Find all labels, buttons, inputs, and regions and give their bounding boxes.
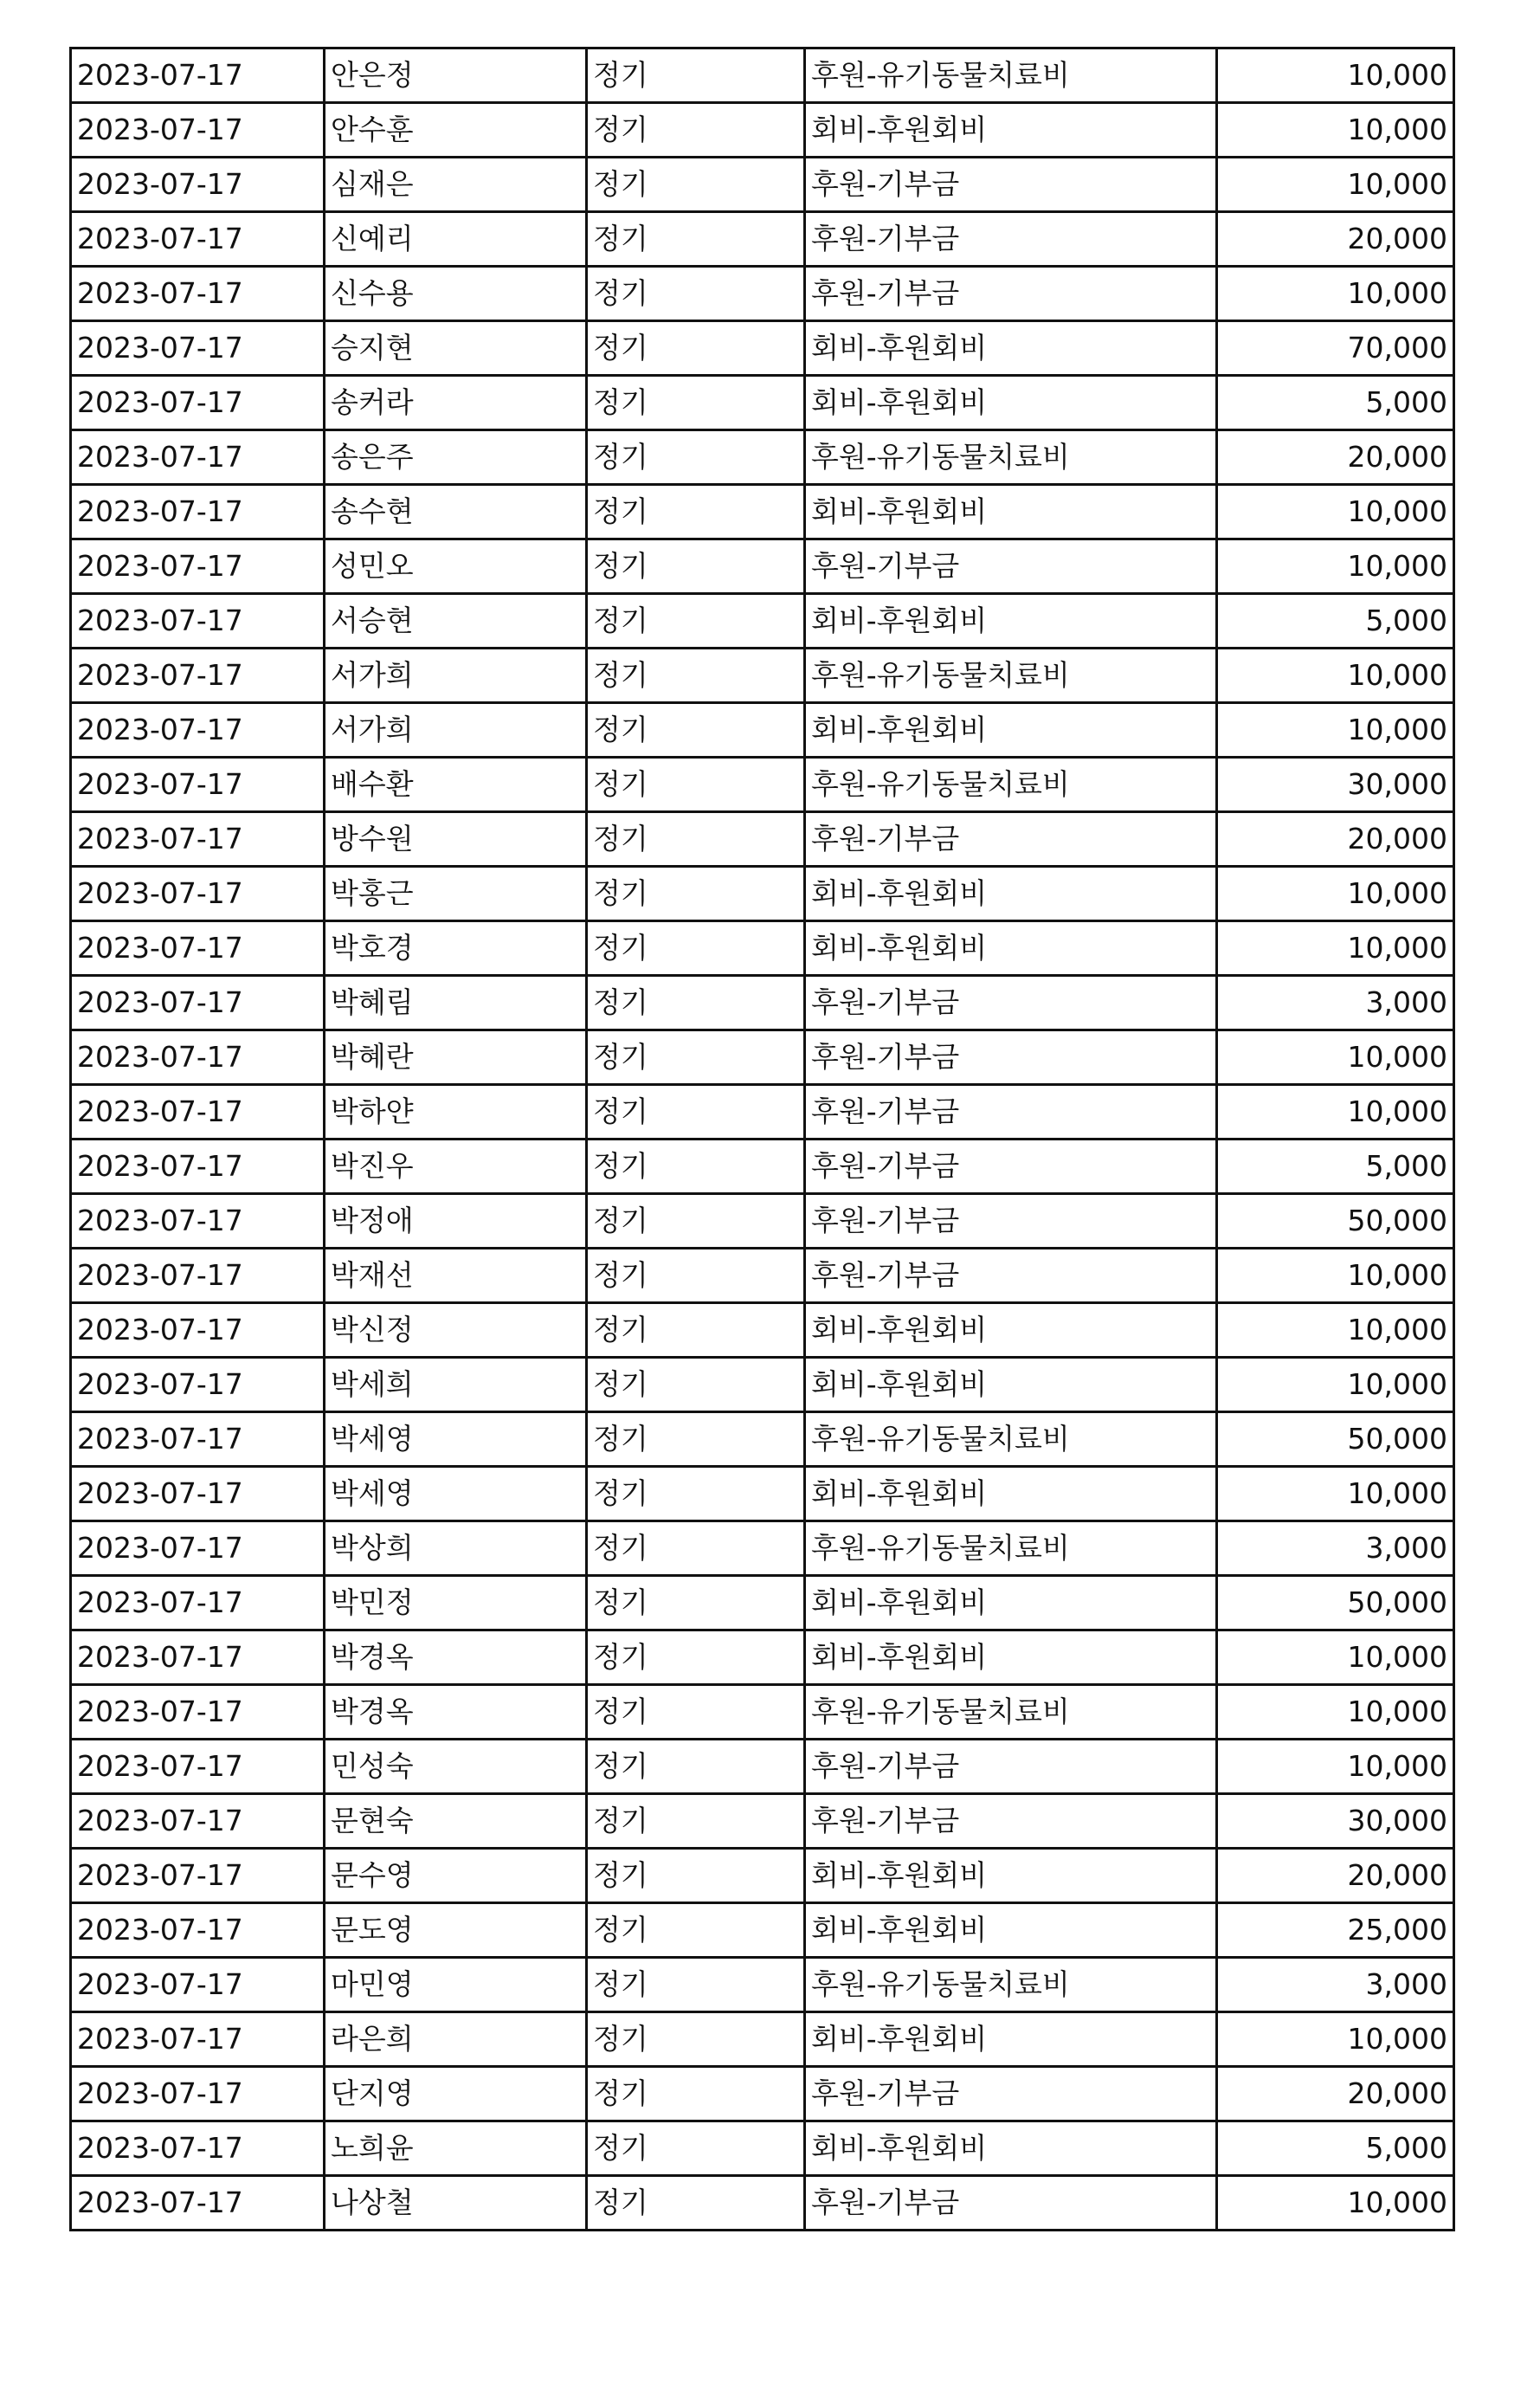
date-cell: 2023-07-17	[71, 1140, 325, 1194]
amount-cell: 3,000	[1217, 976, 1454, 1030]
category-cell: 후원-유기동물치료비	[805, 649, 1217, 703]
category-cell: 후원-유기동물치료비	[805, 1521, 1217, 1576]
type-cell: 정기	[587, 158, 805, 212]
amount-cell: 10,000	[1217, 1630, 1454, 1685]
type-cell: 정기	[587, 812, 805, 867]
type-cell: 정기	[587, 594, 805, 649]
type-cell: 정기	[587, 1194, 805, 1249]
table-row	[71, 212, 1454, 267]
category-cell: 회비-후원회비	[805, 1303, 1217, 1358]
name-cell: 박정애	[325, 1194, 587, 1249]
category-cell: 후원-기부금	[805, 1740, 1217, 1794]
name-cell: 서가희	[325, 703, 587, 758]
name-cell: 박혜림	[325, 976, 587, 1030]
category-cell: 회비-후원회비	[805, 1576, 1217, 1630]
table-row	[71, 1849, 1454, 1903]
category-cell: 후원-기부금	[805, 1194, 1217, 1249]
category-cell: 후원-기부금	[805, 2176, 1217, 2231]
category-cell: 회비-후원회비	[805, 103, 1217, 158]
category-cell: 후원-기부금	[805, 2067, 1217, 2121]
category-cell: 회비-후원회비	[805, 1358, 1217, 1412]
type-cell: 정기	[587, 539, 805, 594]
table-row	[71, 1085, 1454, 1140]
date-cell: 2023-07-17	[71, 2067, 325, 2121]
type-cell: 정기	[587, 1576, 805, 1630]
table-row	[71, 1576, 1454, 1630]
amount-cell: 10,000	[1217, 2176, 1454, 2231]
amount-cell: 10,000	[1217, 1467, 1454, 1521]
amount-cell: 10,000	[1217, 539, 1454, 594]
date-cell: 2023-07-17	[71, 212, 325, 267]
type-cell: 정기	[587, 1030, 805, 1085]
type-cell: 정기	[587, 703, 805, 758]
name-cell: 신예리	[325, 212, 587, 267]
type-cell: 정기	[587, 1740, 805, 1794]
category-cell: 회비-후원회비	[805, 321, 1217, 376]
table-row	[71, 1740, 1454, 1794]
name-cell: 박상희	[325, 1521, 587, 1576]
table-row	[71, 430, 1454, 485]
table-row	[71, 1030, 1454, 1085]
table-row	[71, 1358, 1454, 1412]
date-cell: 2023-07-17	[71, 376, 325, 430]
type-cell: 정기	[587, 2012, 805, 2067]
amount-cell: 10,000	[1217, 48, 1454, 103]
category-cell: 후원-유기동물치료비	[805, 48, 1217, 103]
date-cell: 2023-07-17	[71, 1467, 325, 1521]
type-cell: 정기	[587, 376, 805, 430]
date-cell: 2023-07-17	[71, 48, 325, 103]
name-cell: 성민오	[325, 539, 587, 594]
name-cell: 박경옥	[325, 1630, 587, 1685]
name-cell: 심재은	[325, 158, 587, 212]
name-cell: 서승현	[325, 594, 587, 649]
category-cell: 후원-기부금	[805, 539, 1217, 594]
type-cell: 정기	[587, 1794, 805, 1849]
table-row	[71, 48, 1454, 103]
amount-cell: 5,000	[1217, 594, 1454, 649]
table-row	[71, 2121, 1454, 2176]
table-row	[71, 1958, 1454, 2012]
category-cell: 회비-후원회비	[805, 2121, 1217, 2176]
category-cell: 후원-유기동물치료비	[805, 758, 1217, 812]
amount-cell: 10,000	[1217, 1685, 1454, 1740]
name-cell: 방수원	[325, 812, 587, 867]
type-cell: 정기	[587, 2121, 805, 2176]
date-cell: 2023-07-17	[71, 1685, 325, 1740]
category-cell: 회비-후원회비	[805, 1467, 1217, 1521]
amount-cell: 30,000	[1217, 1794, 1454, 1849]
table-row	[71, 2176, 1454, 2231]
table-row	[71, 1303, 1454, 1358]
category-cell: 후원-유기동물치료비	[805, 1958, 1217, 2012]
amount-cell: 10,000	[1217, 1030, 1454, 1085]
type-cell: 정기	[587, 1249, 805, 1303]
amount-cell: 10,000	[1217, 649, 1454, 703]
amount-cell: 5,000	[1217, 376, 1454, 430]
date-cell: 2023-07-17	[71, 703, 325, 758]
amount-cell: 10,000	[1217, 867, 1454, 921]
date-cell: 2023-07-17	[71, 976, 325, 1030]
category-cell: 회비-후원회비	[805, 1630, 1217, 1685]
date-cell: 2023-07-17	[71, 485, 325, 539]
type-cell: 정기	[587, 212, 805, 267]
table-row	[71, 1412, 1454, 1467]
type-cell: 정기	[587, 758, 805, 812]
type-cell: 정기	[587, 267, 805, 321]
date-cell: 2023-07-17	[71, 1740, 325, 1794]
category-cell: 후원-기부금	[805, 812, 1217, 867]
type-cell: 정기	[587, 1085, 805, 1140]
name-cell: 민성숙	[325, 1740, 587, 1794]
amount-cell: 50,000	[1217, 1194, 1454, 1249]
amount-cell: 3,000	[1217, 1958, 1454, 2012]
category-cell: 후원-기부금	[805, 1140, 1217, 1194]
amount-cell: 30,000	[1217, 758, 1454, 812]
date-cell: 2023-07-17	[71, 1630, 325, 1685]
category-cell: 후원-기부금	[805, 158, 1217, 212]
type-cell: 정기	[587, 1849, 805, 1903]
date-cell: 2023-07-17	[71, 1249, 325, 1303]
date-cell: 2023-07-17	[71, 1794, 325, 1849]
name-cell: 박재선	[325, 1249, 587, 1303]
date-cell: 2023-07-17	[71, 1085, 325, 1140]
name-cell: 문현숙	[325, 1794, 587, 1849]
amount-cell: 50,000	[1217, 1576, 1454, 1630]
type-cell: 정기	[587, 1412, 805, 1467]
amount-cell: 10,000	[1217, 1085, 1454, 1140]
date-cell: 2023-07-17	[71, 1576, 325, 1630]
date-cell: 2023-07-17	[71, 539, 325, 594]
type-cell: 정기	[587, 1303, 805, 1358]
type-cell: 정기	[587, 867, 805, 921]
amount-cell: 10,000	[1217, 267, 1454, 321]
name-cell: 송수현	[325, 485, 587, 539]
table-row	[71, 1903, 1454, 1958]
date-cell: 2023-07-17	[71, 1030, 325, 1085]
date-cell: 2023-07-17	[71, 267, 325, 321]
name-cell: 박하얀	[325, 1085, 587, 1140]
date-cell: 2023-07-17	[71, 1958, 325, 2012]
amount-cell: 10,000	[1217, 1740, 1454, 1794]
type-cell: 정기	[587, 430, 805, 485]
amount-cell: 25,000	[1217, 1903, 1454, 1958]
amount-cell: 10,000	[1217, 1303, 1454, 1358]
date-cell: 2023-07-17	[71, 594, 325, 649]
amount-cell: 10,000	[1217, 103, 1454, 158]
type-cell: 정기	[587, 2067, 805, 2121]
table-row	[71, 976, 1454, 1030]
category-cell: 후원-유기동물치료비	[805, 1685, 1217, 1740]
name-cell: 박경옥	[325, 1685, 587, 1740]
category-cell: 후원-기부금	[805, 976, 1217, 1030]
type-cell: 정기	[587, 1630, 805, 1685]
date-cell: 2023-07-17	[71, 1521, 325, 1576]
type-cell: 정기	[587, 1958, 805, 2012]
table-row	[71, 1140, 1454, 1194]
amount-cell: 10,000	[1217, 1249, 1454, 1303]
amount-cell: 10,000	[1217, 703, 1454, 758]
date-cell: 2023-07-17	[71, 430, 325, 485]
amount-cell: 20,000	[1217, 1849, 1454, 1903]
category-cell: 후원-유기동물치료비	[805, 1412, 1217, 1467]
category-cell: 회비-후원회비	[805, 2012, 1217, 2067]
type-cell: 정기	[587, 1685, 805, 1740]
type-cell: 정기	[587, 649, 805, 703]
name-cell: 나상철	[325, 2176, 587, 2231]
table-row	[71, 485, 1454, 539]
date-cell: 2023-07-17	[71, 758, 325, 812]
name-cell: 노희윤	[325, 2121, 587, 2176]
table-row	[71, 594, 1454, 649]
category-cell: 회비-후원회비	[805, 867, 1217, 921]
date-cell: 2023-07-17	[71, 1358, 325, 1412]
type-cell: 정기	[587, 1467, 805, 1521]
table-row	[71, 158, 1454, 212]
date-cell: 2023-07-17	[71, 2176, 325, 2231]
amount-cell: 20,000	[1217, 2067, 1454, 2121]
ledger-body	[71, 48, 1454, 2231]
type-cell: 정기	[587, 1358, 805, 1412]
table-row	[71, 812, 1454, 867]
date-cell: 2023-07-17	[71, 1849, 325, 1903]
table-row	[71, 2012, 1454, 2067]
table-row	[71, 1467, 1454, 1521]
table-row	[71, 1194, 1454, 1249]
table-row	[71, 649, 1454, 703]
name-cell: 박호경	[325, 921, 587, 976]
category-cell: 회비-후원회비	[805, 921, 1217, 976]
category-cell: 회비-후원회비	[805, 1849, 1217, 1903]
table-row	[71, 1794, 1454, 1849]
category-cell: 회비-후원회비	[805, 1903, 1217, 1958]
amount-cell: 20,000	[1217, 212, 1454, 267]
category-cell: 후원-기부금	[805, 1794, 1217, 1849]
table-row	[71, 539, 1454, 594]
category-cell: 후원-유기동물치료비	[805, 430, 1217, 485]
table-row	[71, 921, 1454, 976]
type-cell: 정기	[587, 485, 805, 539]
date-cell: 2023-07-17	[71, 921, 325, 976]
amount-cell: 10,000	[1217, 921, 1454, 976]
name-cell: 문도영	[325, 1903, 587, 1958]
category-cell: 후원-기부금	[805, 1249, 1217, 1303]
category-cell: 후원-기부금	[805, 1085, 1217, 1140]
amount-cell: 10,000	[1217, 485, 1454, 539]
type-cell: 정기	[587, 1903, 805, 1958]
name-cell: 박민정	[325, 1576, 587, 1630]
amount-cell: 10,000	[1217, 2012, 1454, 2067]
type-cell: 정기	[587, 976, 805, 1030]
category-cell: 후원-기부금	[805, 1030, 1217, 1085]
type-cell: 정기	[587, 1140, 805, 1194]
type-cell: 정기	[587, 1521, 805, 1576]
name-cell: 신수용	[325, 267, 587, 321]
amount-cell: 70,000	[1217, 321, 1454, 376]
name-cell: 박세영	[325, 1467, 587, 1521]
table-row	[71, 703, 1454, 758]
table-row	[71, 321, 1454, 376]
date-cell: 2023-07-17	[71, 1903, 325, 1958]
type-cell: 정기	[587, 103, 805, 158]
category-cell: 회비-후원회비	[805, 594, 1217, 649]
date-cell: 2023-07-17	[71, 1303, 325, 1358]
name-cell: 송커라	[325, 376, 587, 430]
name-cell: 마민영	[325, 1958, 587, 2012]
table-row	[71, 867, 1454, 921]
amount-cell: 50,000	[1217, 1412, 1454, 1467]
category-cell: 회비-후원회비	[805, 485, 1217, 539]
type-cell: 정기	[587, 48, 805, 103]
name-cell: 박혜란	[325, 1030, 587, 1085]
name-cell: 안은정	[325, 48, 587, 103]
date-cell: 2023-07-17	[71, 1412, 325, 1467]
name-cell: 박홍근	[325, 867, 587, 921]
category-cell: 후원-기부금	[805, 267, 1217, 321]
table-row	[71, 267, 1454, 321]
table-row	[71, 1249, 1454, 1303]
table-row	[71, 1521, 1454, 1576]
table-row	[71, 1685, 1454, 1740]
name-cell: 박세영	[325, 1412, 587, 1467]
category-cell: 후원-기부금	[805, 212, 1217, 267]
name-cell: 박세희	[325, 1358, 587, 1412]
date-cell: 2023-07-17	[71, 1194, 325, 1249]
date-cell: 2023-07-17	[71, 2012, 325, 2067]
amount-cell: 10,000	[1217, 1358, 1454, 1412]
date-cell: 2023-07-17	[71, 158, 325, 212]
donation-ledger-table	[69, 47, 1455, 2231]
name-cell: 승지현	[325, 321, 587, 376]
name-cell: 배수환	[325, 758, 587, 812]
table-row	[71, 2067, 1454, 2121]
amount-cell: 5,000	[1217, 2121, 1454, 2176]
name-cell: 안수훈	[325, 103, 587, 158]
category-cell: 회비-후원회비	[805, 703, 1217, 758]
category-cell: 회비-후원회비	[805, 376, 1217, 430]
type-cell: 정기	[587, 2176, 805, 2231]
date-cell: 2023-07-17	[71, 103, 325, 158]
name-cell: 단지영	[325, 2067, 587, 2121]
amount-cell: 10,000	[1217, 158, 1454, 212]
amount-cell: 5,000	[1217, 1140, 1454, 1194]
name-cell: 문수영	[325, 1849, 587, 1903]
table-row	[71, 376, 1454, 430]
name-cell: 박신정	[325, 1303, 587, 1358]
table-row	[71, 1630, 1454, 1685]
date-cell: 2023-07-17	[71, 321, 325, 376]
date-cell: 2023-07-17	[71, 812, 325, 867]
name-cell: 라은희	[325, 2012, 587, 2067]
name-cell: 서가희	[325, 649, 587, 703]
name-cell: 박진우	[325, 1140, 587, 1194]
type-cell: 정기	[587, 921, 805, 976]
table-row	[71, 103, 1454, 158]
amount-cell: 20,000	[1217, 430, 1454, 485]
name-cell: 송은주	[325, 430, 587, 485]
table-row	[71, 758, 1454, 812]
amount-cell: 20,000	[1217, 812, 1454, 867]
date-cell: 2023-07-17	[71, 649, 325, 703]
date-cell: 2023-07-17	[71, 2121, 325, 2176]
type-cell: 정기	[587, 321, 805, 376]
amount-cell: 3,000	[1217, 1521, 1454, 1576]
date-cell: 2023-07-17	[71, 867, 325, 921]
